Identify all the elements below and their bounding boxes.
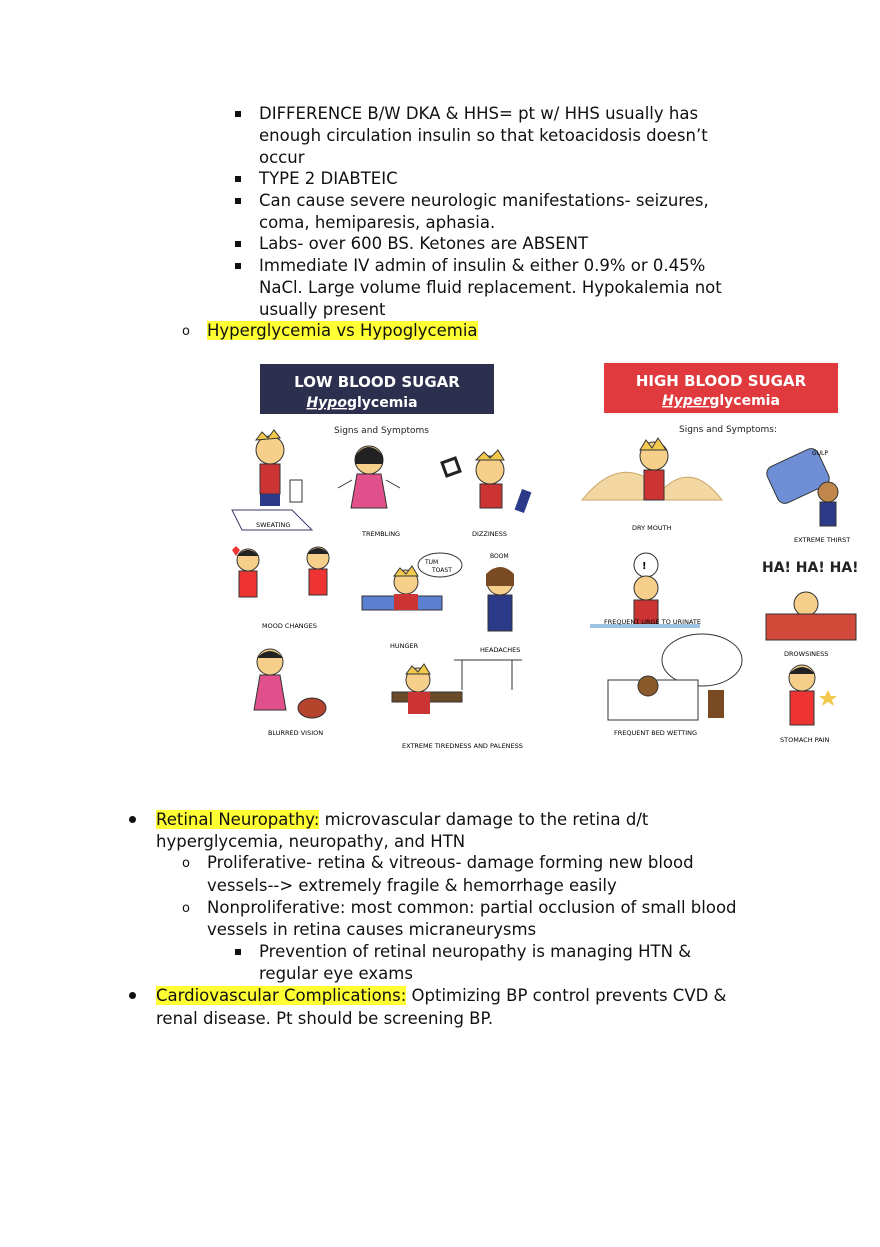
- label-drowsiness: DROWSINESS: [784, 650, 829, 658]
- drowsiness-cartoon: [762, 560, 859, 640]
- low-title: LOW BLOOD SUGAR: [294, 373, 460, 391]
- bullet-3-line-2: coma, hemiparesis, aphasia.: [259, 213, 496, 232]
- label-urge-to-urinate: FREQUENT URGE TO URINATE: [604, 618, 701, 626]
- bullet-5-line-2: NaCl. Large volume fluid replacement. Hypokalemia not: [259, 278, 722, 297]
- bullet-5-line-1: Immediate IV admin of insulin & either 0.9% or 0.45%: [259, 256, 706, 275]
- callout-tum: TUM: [425, 559, 439, 566]
- label-dry-mouth: DRY MOUTH: [632, 524, 672, 532]
- square-bullet-icon: [235, 111, 241, 117]
- headaches-cartoon: [486, 553, 514, 631]
- bullet-2-line-1: TYPE 2 DIABTEIC: [259, 169, 398, 188]
- blurred-vision-cartoon: [254, 649, 326, 718]
- cardio-line-2: renal disease. Pt should be screening BP.: [156, 1009, 494, 1028]
- nonproliferative-line-2: vessels in retina causes micraneurysms: [207, 920, 537, 939]
- hollow-bullet-icon: o: [182, 901, 190, 916]
- label-mood-changes: MOOD CHANGES: [262, 622, 317, 630]
- label-sweating: SWEATING: [256, 521, 291, 529]
- retinal-line-1: [156, 809, 648, 831]
- label-extreme-thirst: EXTREME THIRST: [794, 536, 851, 544]
- label-headaches: HEADACHES: [480, 646, 521, 654]
- tiredness-cartoon: [392, 660, 522, 714]
- svg-text:!: !: [642, 561, 647, 572]
- square-bullet-icon: [235, 176, 241, 182]
- high-subtitle: Hyperglycemia: [662, 393, 780, 409]
- round-bullet-icon: [129, 816, 136, 823]
- label-dizziness: DIZZINESS: [472, 530, 507, 538]
- label-blurred-vision: BLURRED VISION: [268, 729, 324, 737]
- bed-wetting-cartoon: [608, 634, 742, 720]
- stomach-pain-cartoon: [789, 665, 837, 725]
- square-bullet-icon: [235, 949, 241, 955]
- mood-changes-cartoon: [232, 546, 329, 597]
- nonproliferative-line-1: Nonproliferative: most common: partial occlusion of small blood: [207, 898, 737, 917]
- high-signs-label: Signs and Symptoms:: [679, 425, 778, 435]
- callout-boom: BOOM: [490, 553, 509, 560]
- retinal-text-1: microvascular damage to the retina d/t: [319, 810, 649, 829]
- bullet-4-line-1: Labs- over 600 BS. Ketones are ABSENT: [259, 234, 589, 253]
- bullet-5-line-3: usually present: [259, 300, 386, 319]
- proliferative-line-1: Proliferative- retina & vitreous- damage forming new blood: [207, 853, 694, 872]
- hollow-bullet-icon: o: [182, 324, 190, 339]
- cardio-label: Cardiovascular Complications:: [156, 986, 407, 1005]
- bullet-1-line-3: occur: [259, 148, 305, 167]
- proliferative-line-2: vessels--> extremely fragile & hemorrhage easily: [207, 876, 617, 895]
- prevention-line-2: regular eye exams: [259, 964, 413, 983]
- prevention-line-1: Prevention of retinal neuropathy is managing HTN &: [259, 942, 692, 961]
- square-bullet-icon: [235, 198, 241, 204]
- square-bullet-icon: [235, 241, 241, 247]
- bullet-3-line-1: Can cause severe neurologic manifestations- seizures,: [259, 191, 709, 210]
- label-hunger: HUNGER: [390, 642, 419, 650]
- hunger-cartoon: [362, 553, 462, 610]
- callout-haha: HA! HA! HA!: [762, 560, 859, 576]
- low-subtitle: Hypoglycemia: [306, 395, 418, 411]
- label-trembling: TREMBLING: [362, 530, 401, 538]
- label-stomach-pain: STOMACH PAIN: [780, 736, 830, 744]
- cardio-line-1: [156, 985, 726, 1007]
- round-bullet-icon: [129, 992, 136, 999]
- label-bed-wetting: FREQUENT BED WETTING: [614, 729, 698, 737]
- retinal-label: Retinal Neuropathy:: [156, 810, 320, 829]
- label-extreme-tiredness: EXTREME TIREDNESS AND PALENESS: [402, 742, 523, 750]
- callout-gulp: GULP: [812, 450, 829, 457]
- sweating-cartoon: [232, 430, 312, 530]
- urge-to-urinate-cartoon: [590, 553, 700, 628]
- dizziness-cartoon: [442, 450, 531, 513]
- extreme-thirst-cartoon: [764, 446, 838, 526]
- high-title: HIGH BLOOD SUGAR: [635, 372, 807, 390]
- callout-toast: TOAST: [432, 567, 452, 574]
- trembling-cartoon: [338, 446, 400, 508]
- dry-mouth-cartoon: [582, 438, 722, 500]
- cardio-text-1: Optimizing BP control prevents CVD &: [406, 986, 727, 1005]
- square-bullet-icon: [235, 263, 241, 269]
- low-signs-label: Signs and Symptoms: [334, 426, 429, 436]
- bullet-1-line-1: DIFFERENCE B/W DKA & HHS= pt w/ HHS usually has: [259, 104, 699, 123]
- subheading: Hyperglycemia vs Hypoglycemia: [207, 321, 478, 340]
- hollow-bullet-icon: o: [182, 856, 190, 871]
- retinal-line-2: hyperglycemia, neuropathy, and HTN: [156, 832, 466, 851]
- blood-sugar-infographic: [222, 360, 870, 756]
- bullet-1-line-2: enough circulation insulin so that ketoacidosis doesn’t: [259, 126, 708, 145]
